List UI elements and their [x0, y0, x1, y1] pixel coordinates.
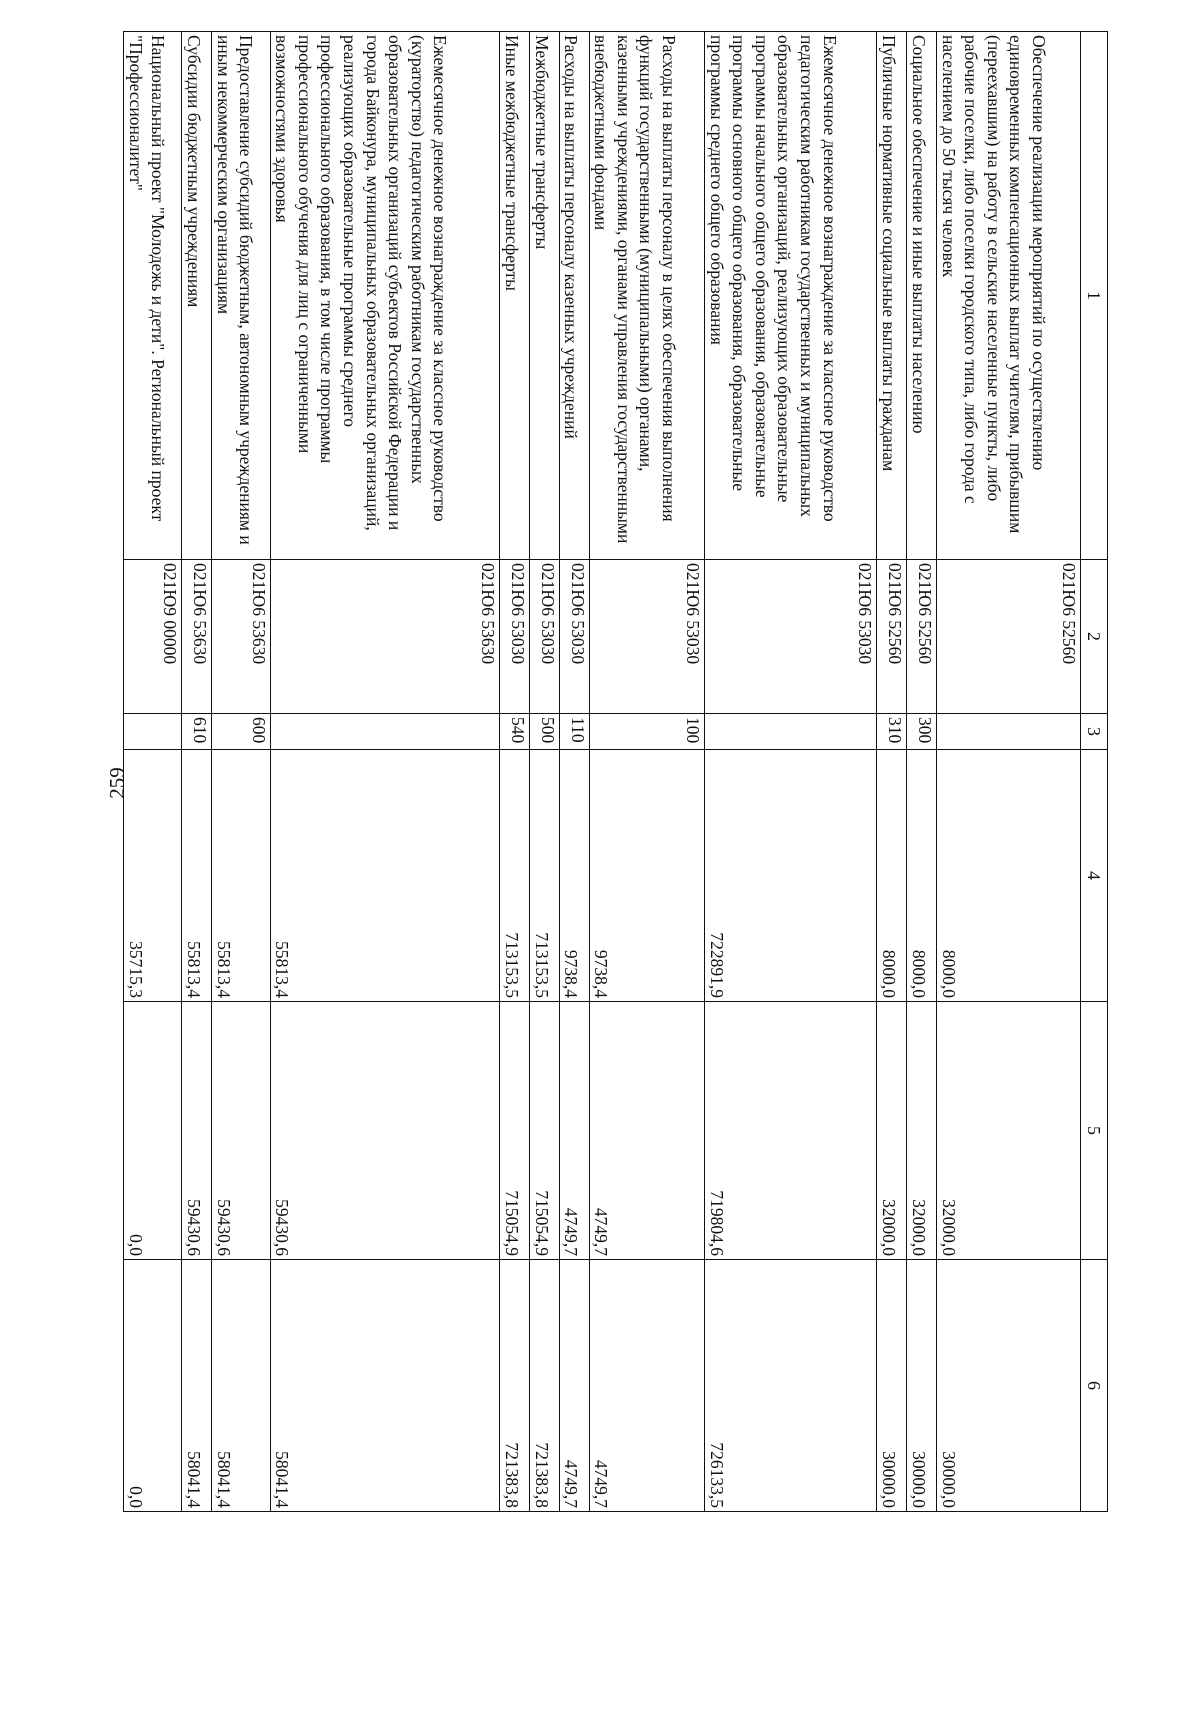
row-expense-type: 300: [907, 714, 937, 750]
header-col-2: 2: [1081, 560, 1108, 714]
page-number: 259: [105, 767, 129, 799]
row-description: Публичные нормативные социальные выплаты гражданам: [877, 32, 907, 560]
table-row: [124, 32, 182, 1512]
row-amount-col5: 719804,6: [704, 1002, 877, 1260]
table-row: [212, 32, 270, 1512]
row-amount-col4: 713153,5: [500, 750, 530, 1002]
row-description: Межбюджетные трансферты: [529, 32, 559, 560]
row-description: Иные межбюджетные трансферты: [500, 32, 530, 560]
row-amount-col6: 58041,4: [270, 1260, 500, 1512]
row-amount-col6: 726133,5: [704, 1260, 877, 1512]
table-row: [937, 32, 1081, 1512]
row-target-code: 021Ю6 53030: [559, 560, 589, 714]
row-target-code: 021Ю6 53030: [529, 560, 559, 714]
table-row: [907, 32, 937, 1512]
row-expense-type: 600: [212, 714, 270, 750]
row-amount-col5: 0,0: [124, 1002, 182, 1260]
row-expense-type: 310: [877, 714, 907, 750]
row-description: Расходы на выплаты персоналу казенных учреждений: [559, 32, 589, 560]
row-amount-col4: 9738,4: [589, 750, 704, 1002]
row-amount-col5: 715054,9: [500, 1002, 530, 1260]
row-amount-col6: 721383,8: [529, 1260, 559, 1512]
row-amount-col6: 4749,7: [589, 1260, 704, 1512]
row-amount-col4: 8000,0: [937, 750, 1081, 1002]
row-target-code: 021Ю6 53630: [270, 560, 500, 714]
row-description: Национальный проект "Молодежь и дети". Региональный проект "Профессионалитет": [124, 32, 182, 560]
row-target-code: 021Ю6 53030: [589, 560, 704, 714]
row-amount-col5: 4749,7: [589, 1002, 704, 1260]
row-expense-type: [124, 714, 182, 750]
row-description: Расходы на выплаты персоналу в целях обеспечения выполнения функций государственными (муниципальными) органами, казенными учреждениями, органами управления государственными внебюджетными фондами: [589, 32, 704, 560]
row-amount-col6: 4749,7: [559, 1260, 589, 1512]
row-expense-type: [937, 714, 1081, 750]
row-description: Предоставление субсидий бюджетным, автономным учреждениям и иным некоммерческим организациям: [212, 32, 270, 560]
row-amount-col4: 8000,0: [907, 750, 937, 1002]
row-amount-col5: 32000,0: [937, 1002, 1081, 1260]
row-description: Ежемесячное денежное вознаграждение за классное руководство педагогическим работникам государственных и муниципальных образовательных организаций, реализующих образовательные программы начального общего образования, образовательные программы основного общего образования, образовательные программы среднего общего образования: [704, 32, 877, 560]
table-row: [182, 32, 212, 1512]
table-row: [704, 32, 877, 1512]
row-expense-type: 110: [559, 714, 589, 750]
table-row: [877, 32, 907, 1512]
row-amount-col5: 59430,6: [212, 1002, 270, 1260]
row-amount-col5: 32000,0: [877, 1002, 907, 1260]
row-target-code: 021Ю6 52560: [937, 560, 1081, 714]
row-description: Обеспечение реализации мероприятий по осуществлению единовременных компенсационных выплат учителям, прибывшим (переехавшим) на работу в сельские населенные пункты, либо рабочие поселки, либо поселки городского типа, либо города с населением до 50 тысяч человек: [937, 32, 1081, 560]
table-container: [123, 31, 1108, 1511]
row-target-code: 021Ю6 53030: [500, 560, 530, 714]
row-expense-type: 610: [182, 714, 212, 750]
row-amount-col4: 55813,4: [212, 750, 270, 1002]
row-target-code: 021Ю6 53030: [704, 560, 877, 714]
row-amount-col4: 713153,5: [529, 750, 559, 1002]
table-header-row: [1081, 32, 1108, 1512]
table-row: [270, 32, 500, 1512]
row-amount-col5: 32000,0: [907, 1002, 937, 1260]
row-expense-type: 100: [589, 714, 704, 750]
row-expense-type: [704, 714, 877, 750]
row-target-code: 021Ю6 53630: [212, 560, 270, 714]
row-amount-col6: 0,0: [124, 1260, 182, 1512]
row-amount-col4: 35715,3: [124, 750, 182, 1002]
row-target-code: 021Ю6 53630: [182, 560, 212, 714]
table-row: [529, 32, 559, 1512]
row-amount-col4: 9738,4: [559, 750, 589, 1002]
row-expense-type: [270, 714, 500, 750]
row-description: Социальное обеспечение и иные выплаты населению: [907, 32, 937, 560]
row-target-code: 021Ю6 52560: [907, 560, 937, 714]
row-expense-type: 500: [529, 714, 559, 750]
row-amount-col6: 30000,0: [937, 1260, 1081, 1512]
header-col-1: 1: [1081, 32, 1108, 560]
table-row: [589, 32, 704, 1512]
header-col-5: 5: [1081, 1002, 1108, 1260]
header-col-3: 3: [1081, 714, 1108, 750]
row-amount-col4: 55813,4: [182, 750, 212, 1002]
row-amount-col4: 722891,9: [704, 750, 877, 1002]
row-amount-col6: 30000,0: [877, 1260, 907, 1512]
row-amount-col6: 30000,0: [907, 1260, 937, 1512]
row-amount-col6: 58041,4: [182, 1260, 212, 1512]
row-target-code: 021Ю6 52560: [877, 560, 907, 714]
header-col-6: 6: [1081, 1260, 1108, 1512]
row-amount-col4: 8000,0: [877, 750, 907, 1002]
header-col-4: 4: [1081, 750, 1108, 1002]
row-amount-col6: 721383,8: [500, 1260, 530, 1512]
row-amount-col5: 4749,7: [559, 1002, 589, 1260]
row-amount-col6: 58041,4: [212, 1260, 270, 1512]
table-row: [559, 32, 589, 1512]
row-expense-type: 540: [500, 714, 530, 750]
row-amount-col5: 59430,6: [270, 1002, 500, 1260]
row-description: Ежемесячное денежное вознаграждение за классное руководство (кураторство) педагогическим работникам государственных образовательных организаций субъектов Российской Федерации и города Байконура, муниципальных образовательных организаций, реализующих образовательные программы среднего профессионального образования, в том числе программы профессионального обучения для лиц с ограниченными возможностями здоровья: [270, 32, 500, 560]
row-description: Субсидии бюджетным учреждениям: [182, 32, 212, 560]
row-amount-col5: 715054,9: [529, 1002, 559, 1260]
row-amount-col5: 59430,6: [182, 1002, 212, 1260]
table-row: [500, 32, 530, 1512]
row-target-code: 021Ю9 00000: [124, 560, 182, 714]
budget-table: [123, 31, 1108, 1512]
row-amount-col4: 55813,4: [270, 750, 500, 1002]
